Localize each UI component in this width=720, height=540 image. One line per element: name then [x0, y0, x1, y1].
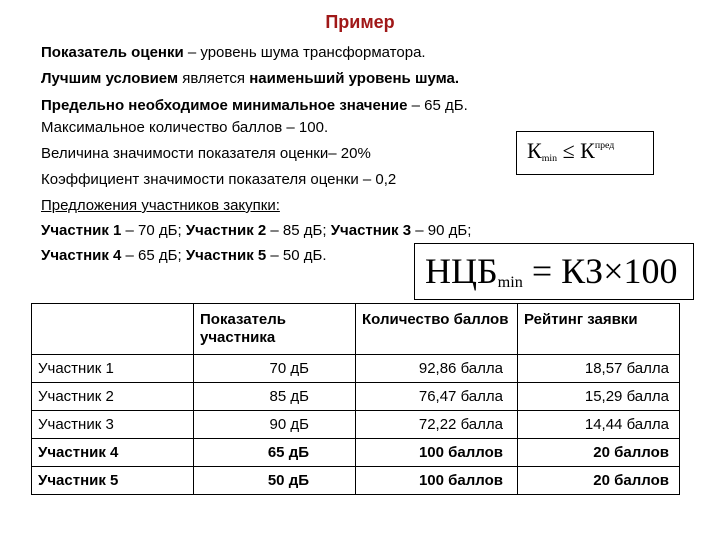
results-table — [31, 303, 680, 495]
cell-score: 100 баллов — [356, 439, 518, 467]
cell-value: 50 дБ — [194, 467, 356, 495]
table-row — [32, 355, 680, 383]
participant-3-label: Участник 3 — [330, 222, 412, 239]
limit-text: – 65 дБ. — [407, 97, 468, 114]
participant-4-value: – 65 дБ; — [121, 247, 186, 264]
cell-value: 65 дБ — [194, 439, 356, 467]
line-coefficient: Коэффициент значимости показателя оценки – 0,2 — [41, 171, 397, 188]
best-condition-label: Лучшим условием — [41, 70, 179, 87]
header-indicator: Показатель участника — [194, 304, 356, 355]
cell-name: Участник 3 — [32, 411, 194, 439]
header-score: Количество баллов — [356, 304, 518, 355]
table-header-row — [32, 304, 680, 355]
formula-condition-box — [516, 131, 654, 175]
formula-score-rhs: = КЗ×100 — [522, 251, 678, 291]
formula-condition — [527, 138, 614, 164]
participant-3-value: – 90 дБ; — [411, 222, 472, 239]
indicator-text: – уровень шума трансформатора. — [183, 44, 426, 61]
participant-5-value: – 50 дБ. — [266, 247, 327, 264]
cell-score: 100 баллов — [356, 467, 518, 495]
cell-rating: 18,57 балла — [518, 355, 680, 383]
participant-4-label: Участник 4 — [41, 247, 122, 264]
indicator-label: Показатель оценки — [41, 44, 184, 61]
best-condition-mid: является — [178, 70, 250, 87]
participant-5-label: Участник 5 — [185, 247, 267, 264]
header-rating: Рейтинг заявки — [518, 304, 680, 355]
page-title: Пример — [325, 12, 395, 32]
cell-score: 92,86 балла — [356, 355, 518, 383]
cell-rating: 20 баллов — [518, 467, 680, 495]
line-indicator — [41, 44, 426, 62]
participant-2-label: Участник 2 — [185, 222, 267, 239]
table-row — [32, 439, 680, 467]
cell-rating: 15,29 балла — [518, 383, 680, 411]
line-significance: Величина значимости показателя оценки– 20% — [41, 145, 371, 162]
best-condition-value: наименьший уровень шума. — [249, 70, 459, 87]
line-best-condition — [41, 70, 459, 88]
participant-2-value: – 85 дБ; — [266, 222, 331, 239]
cell-name: Участник 5 — [32, 467, 194, 495]
limit-label: Предельно необходимое минимальное значение — [41, 97, 408, 114]
cell-value: 90 дБ — [194, 411, 356, 439]
cell-rating: 20 баллов — [518, 439, 680, 467]
line-limit-value — [41, 97, 468, 115]
formula-score-box — [414, 243, 694, 300]
cell-value: 85 дБ — [194, 383, 356, 411]
line-participants-4-5 — [41, 247, 327, 265]
table-row — [32, 467, 680, 495]
line-proposals-heading: Предложения участников закупки: — [41, 197, 280, 214]
formula-score-sub: min — [497, 273, 523, 291]
line-participants-1-3 — [41, 222, 471, 240]
formula-condition-sub: min — [541, 153, 558, 164]
formula-condition-k: К — [527, 138, 542, 163]
cell-name: Участник 4 — [32, 439, 194, 467]
formula-condition-sup: пред — [594, 140, 615, 151]
formula-condition-op: ≤ К — [557, 138, 595, 163]
table-row — [32, 411, 680, 439]
formula-score — [425, 250, 678, 292]
cell-score: 72,22 балла — [356, 411, 518, 439]
participant-1-label: Участник 1 — [41, 222, 122, 239]
table-row — [32, 383, 680, 411]
cell-rating: 14,44 балла — [518, 411, 680, 439]
cell-name: Участник 1 — [32, 355, 194, 383]
cell-value: 70 дБ — [194, 355, 356, 383]
cell-name: Участник 2 — [32, 383, 194, 411]
line-max-score: Максимальное количество баллов – 100. — [41, 119, 329, 136]
formula-score-lhs: НЦБ — [425, 251, 498, 291]
participant-1-value: – 70 дБ; — [121, 222, 186, 239]
cell-score: 76,47 балла — [356, 383, 518, 411]
header-empty — [32, 304, 194, 355]
